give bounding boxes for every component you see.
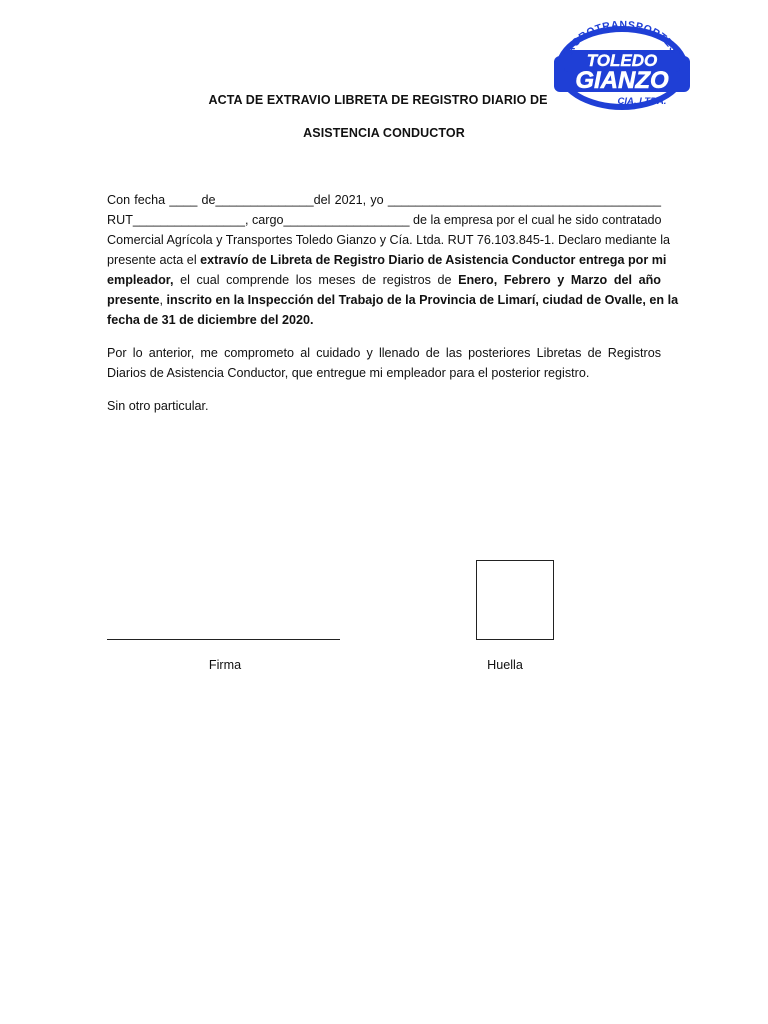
text-run: presente acta el (107, 253, 201, 267)
bold-text-run: inscrito en la Inspección del Trabajo de la Provincia de Limarí, ciudad de Ovalle, en la (166, 293, 679, 307)
signature-label: Firma (208, 658, 242, 672)
paragraph-line: Comercial Agrícola y Transportes Toledo Gianzo y Cía. Ltda. RUT 76.103.845-1. Declaro mediante la (107, 233, 671, 247)
paragraph-line: Diarios de Asistencia Conductor, que entregue mi empleador para el posterior registro. (107, 366, 590, 380)
logo-line-cia: CIA. LTDA. (617, 96, 667, 107)
fingerprint-box (476, 560, 554, 640)
bold-text-run: presente (107, 293, 160, 307)
paragraph-line: RUT________________, cargo__________________ de la empresa por el cual he sido contratado (107, 213, 662, 227)
bold-text-run: empleador, (107, 273, 174, 287)
document-title-line2: ASISTENCIA CONDUCTOR (303, 126, 465, 140)
declaration-paragraph (107, 190, 679, 330)
closing-paragraph: Sin otro particular. (107, 399, 209, 413)
bold-text-run: fecha de 31 de diciembre del 2020. (107, 313, 314, 327)
fingerprint-label: Huella (487, 658, 523, 672)
text-run: , (159, 293, 167, 307)
logo-line-toledo: TOLEDO (586, 51, 658, 70)
paragraph-line: Por lo anterior, me comprometo al cuidado y llenado de las posteriores Libretas de Registros (107, 346, 661, 360)
document-title-line1: ACTA DE EXTRAVIO LIBRETA DE REGISTRO DIARIO DE (208, 93, 548, 107)
paragraph-line (107, 250, 667, 270)
paragraph-line (107, 290, 679, 310)
paragraph-line: Con fecha ____ de______________del 2021, yo _______________________________________ (107, 193, 661, 207)
text-run: el cual comprende los meses de registros de (173, 273, 459, 287)
paragraph-line (107, 270, 661, 290)
logo-line-gianzo: GIANZO (575, 67, 669, 94)
bold-text-run: extravío de Libreta de Registro Diario de Asistencia Conductor entrega por mi (200, 253, 667, 267)
paragraph-line (107, 310, 661, 330)
logo-arc-text: AGROTRANSPORTES (563, 20, 681, 56)
commitment-paragraph (107, 343, 661, 383)
bold-text-run: Enero, Febrero y Marzo del año (458, 273, 661, 287)
signature-line (107, 639, 340, 640)
